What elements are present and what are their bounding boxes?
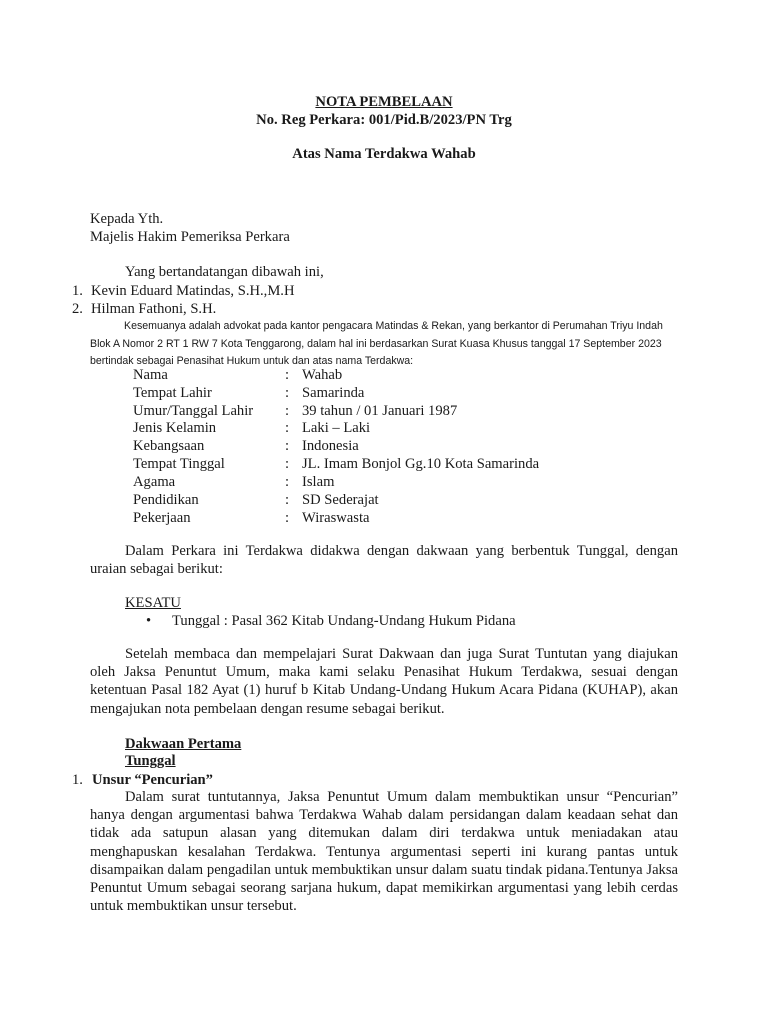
identity-value: 39 tahun / 01 Januari 1987 — [302, 403, 458, 419]
identity-colon: : — [285, 456, 290, 472]
identity-value: SD Sederajat — [302, 492, 379, 508]
advocate-note — [90, 318, 682, 371]
identity-value: Wahab — [302, 367, 343, 383]
signatory-item — [72, 282, 294, 300]
advocate-note-line-2: Blok A Nomor 2 RT 1 RW 7 Kota Tenggarong, dalam hal ini berdasarkan Surat Kuasa Khusus tanggal 17 September 2023 — [90, 337, 662, 350]
signatory-name: Kevin Eduard Matindas, S.H.,M.H — [91, 283, 295, 299]
identity-row-umur — [133, 402, 693, 420]
identity-row-pekerjaan — [133, 509, 693, 527]
identity-value: Islam — [302, 474, 335, 490]
identity-colon: : — [285, 474, 290, 490]
identity-row-tempat-lahir — [133, 384, 693, 402]
bullet-text: Tunggal : Pasal 362 Kitab Undang-Undang Hukum Pidana — [172, 613, 516, 629]
case-register-number: No. Reg Perkara: 001/Pid.B/2023/PN Trg — [256, 112, 512, 128]
recipient-block — [90, 210, 678, 246]
identity-colon: : — [285, 420, 290, 436]
identity-value: Samarinda — [302, 385, 365, 401]
identity-colon: : — [285, 510, 290, 526]
identity-value: JL. Imam Bonjol Gg.10 Kota Samarinda — [302, 456, 540, 472]
section-heading-dakwaan: Dakwaan Pertama — [125, 736, 242, 752]
recipient-line-2: Majelis Hakim Pemeriksa Perkara — [90, 229, 290, 246]
identity-colon: : — [285, 492, 290, 508]
identity-label: Nama — [133, 367, 168, 383]
section-heading-tunggal: Tunggal — [125, 753, 176, 769]
signatory-item — [72, 300, 216, 318]
identity-colon: : — [285, 367, 290, 383]
indictment-paragraph: Dalam Perkara ini Terdakwa didakwa dengan dakwaan yang berbentuk Tunggal, dengan uraian sebagai berikut: — [90, 543, 678, 578]
bullet-icon: • — [146, 613, 152, 629]
recipient-line-1: Kepada Yth. — [90, 211, 164, 227]
argument-paragraph: Dalam surat tuntutannya, Jaksa Penuntut Umum dalam membuktikan unsur “Pencurian” hanya dengan argumentasi bahwa Terdakwa Wahab dalam persidangan dalam keadaan sehat dan tidak ada satupun alasan yang ditemukan dalam diri terdakwa untuk meniadakan atau menghapuskan kesalahan Terdakwa. Tentunya argumentasi seperti ini kurang pantas untuk disampaikan dalam pengadilan untuk membuktikan unsur dalam suatu tindak pidana.Tentunya Jaksa Penuntut Umum sebagai seorang sarjana hukum, dapat memikirkan argumentasi yang lebih cerdas untuk membuktikan unsur tersebut. — [90, 789, 678, 915]
identity-row-kebangsaan — [133, 437, 693, 455]
document-title: NOTA PEMBELAAN — [315, 94, 453, 110]
signatory-intro: Yang bertandatangan dibawah ini, — [125, 264, 324, 280]
identity-row-tempat-tinggal — [133, 455, 693, 473]
defendant-name-heading: Atas Nama Terdakwa Wahab — [292, 146, 476, 162]
signatory-name: Hilman Fathoni, S.H. — [91, 301, 217, 317]
identity-value: Wiraswasta — [302, 510, 370, 526]
advocate-note-line-3: bertindak sebagai Penasihat Hukum untuk dan atas nama Terdakwa: — [90, 355, 414, 368]
list-number: 1. — [72, 772, 83, 788]
element-heading — [72, 771, 213, 789]
identity-value: Laki – Laki — [302, 420, 371, 436]
identity-row-nama — [133, 366, 693, 384]
list-number: 2. — [72, 301, 83, 317]
identity-label: Tempat Tinggal — [133, 456, 225, 472]
identity-label: Tempat Lahir — [133, 385, 212, 401]
identity-label: Umur/Tanggal Lahir — [133, 403, 254, 419]
advocate-note-line-1: Kesemuanya adalah advokat pada kantor pengacara Matindas & Rekan, yang berkantor di Perumahan Triyu Indah — [124, 320, 663, 332]
review-paragraph: Setelah membaca dan mempelajari Surat Dakwaan dan juga Surat Tuntutan yang diajukan oleh Jaksa Penuntut Umum, maka kami selaku Penasihat Hukum Terdakwa, sesuai dengan ketentuan Pasal 182 Ayat (1) huruf b Kitab Undang-Undang Hukum Acara Pidana (KUHAP), akan mengajukan nota pembelaan dengan resume sebagai berikut. — [90, 646, 678, 717]
indictment-bullet — [146, 612, 516, 630]
identity-label: Jenis Kelamin — [133, 420, 217, 436]
list-number: 1. — [72, 283, 83, 299]
identity-colon: : — [285, 403, 290, 419]
identity-colon: : — [285, 438, 290, 454]
identity-label: Pekerjaan — [133, 510, 191, 526]
identity-colon: : — [285, 385, 290, 401]
identity-label: Agama — [133, 474, 176, 490]
identity-row-pendidikan — [133, 491, 693, 509]
identity-row-agama — [133, 473, 693, 491]
identity-label: Pendidikan — [133, 492, 199, 508]
identity-row-jenis-kelamin — [133, 419, 693, 437]
identity-label: Kebangsaan — [133, 438, 205, 454]
kesatu-heading: KESATU — [125, 595, 181, 611]
identity-value: Indonesia — [302, 438, 359, 454]
element-title: Unsur “Pencurian” — [92, 772, 213, 788]
